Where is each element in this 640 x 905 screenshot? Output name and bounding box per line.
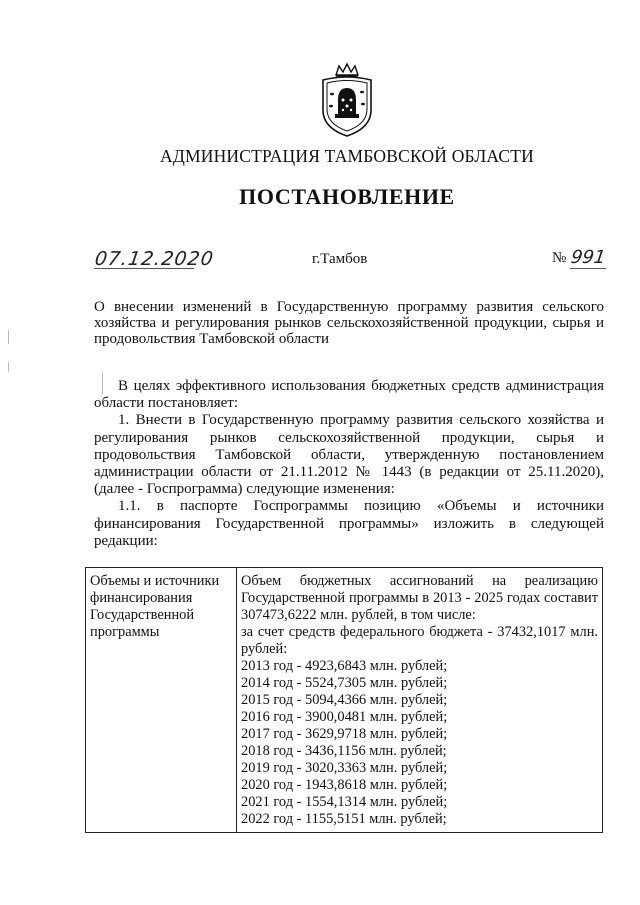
funding-year-row: 2021 год - 1554,1314 млн. рублей; bbox=[241, 794, 448, 810]
funding-year-row: 2013 год - 4923,6843 млн. рублей; bbox=[241, 658, 448, 674]
funding-year-row: 2022 год - 1155,5151 млн. рублей; bbox=[241, 811, 447, 827]
handwritten-number: 991 bbox=[569, 247, 607, 268]
funding-year-row: 2015 год - 5094,4366 млн. рублей; bbox=[241, 692, 448, 708]
number-label: № bbox=[552, 250, 567, 266]
organization-title: АДМИНИСТРАЦИЯ ТАМБОВСКОЙ ОБЛАСТИ bbox=[160, 146, 534, 166]
document-subject: О внесении изменений в Государственную программу развития сельского хозяйства и регулирования рынков сельскохозяйственной продукции, сырья и продовольствия Тамбовской области bbox=[94, 299, 604, 347]
scan-artifact bbox=[102, 372, 103, 394]
funding-year-row: 2019 год - 3020,3363 млн. рублей; bbox=[241, 760, 448, 776]
table-row bbox=[86, 568, 603, 833]
scan-artifact bbox=[8, 330, 9, 344]
funding-year-row: 2020 год - 1943,8618 млн. рублей; bbox=[241, 777, 448, 793]
coat-of-arms-emblem bbox=[316, 62, 378, 138]
handwritten-date: 07.12.2020 bbox=[93, 248, 216, 270]
scan-artifact bbox=[8, 362, 9, 372]
document-type-title: ПОСТАНОВЛЕНИЕ bbox=[239, 184, 455, 209]
paragraph-item-1-1: 1.1. в паспорте Госпрограммы позицию «Объемы и источники финансирования Государственной программы» изложить в следующей редакции: bbox=[94, 498, 604, 549]
funding-year-row: 2014 год - 5524,7305 млн. рублей; bbox=[241, 675, 448, 691]
funding-table bbox=[85, 567, 603, 833]
number-underline bbox=[570, 268, 606, 269]
paragraph-item-1: 1. Внести в Государственную программу развития сельского хозяйства и регулирования рынков сельскохозяйственной продукции, сырья и продовольствия Тамбовской области, утвержденную постановлением администрации области от 21.11.2012 № 1443 (в редакции от 25.11.2020), (далее - Госпрограмма) следующие изменения: bbox=[94, 412, 604, 498]
funding-year-row: 2018 год - 3436,1156 млн. рублей; bbox=[241, 743, 447, 759]
date-underline bbox=[94, 268, 194, 269]
funding-year-row: 2017 год - 3629,9718 млн. рублей; bbox=[241, 726, 448, 742]
funding-label-cell: Объемы и источники финансирования Государственной программы bbox=[86, 568, 237, 833]
city-label: г.Тамбов bbox=[312, 251, 368, 267]
funding-details-cell bbox=[237, 568, 603, 833]
funding-year-row: 2016 год - 3900,0481 млн. рублей; bbox=[241, 709, 448, 725]
funding-federal: за счет средств федерального бюджета - 37432,1017 млн. рублей: bbox=[241, 624, 598, 657]
document-body bbox=[94, 378, 604, 550]
funding-intro: Объем бюджетных ассигнований на реализацию Государственной программы в 2013 - 2025 годах составит 307473,6222 млн. рублей, в том числе: bbox=[241, 573, 598, 623]
paragraph-preamble: В целях эффективного использования бюджетных средств администрация области постановляет: bbox=[94, 378, 604, 412]
